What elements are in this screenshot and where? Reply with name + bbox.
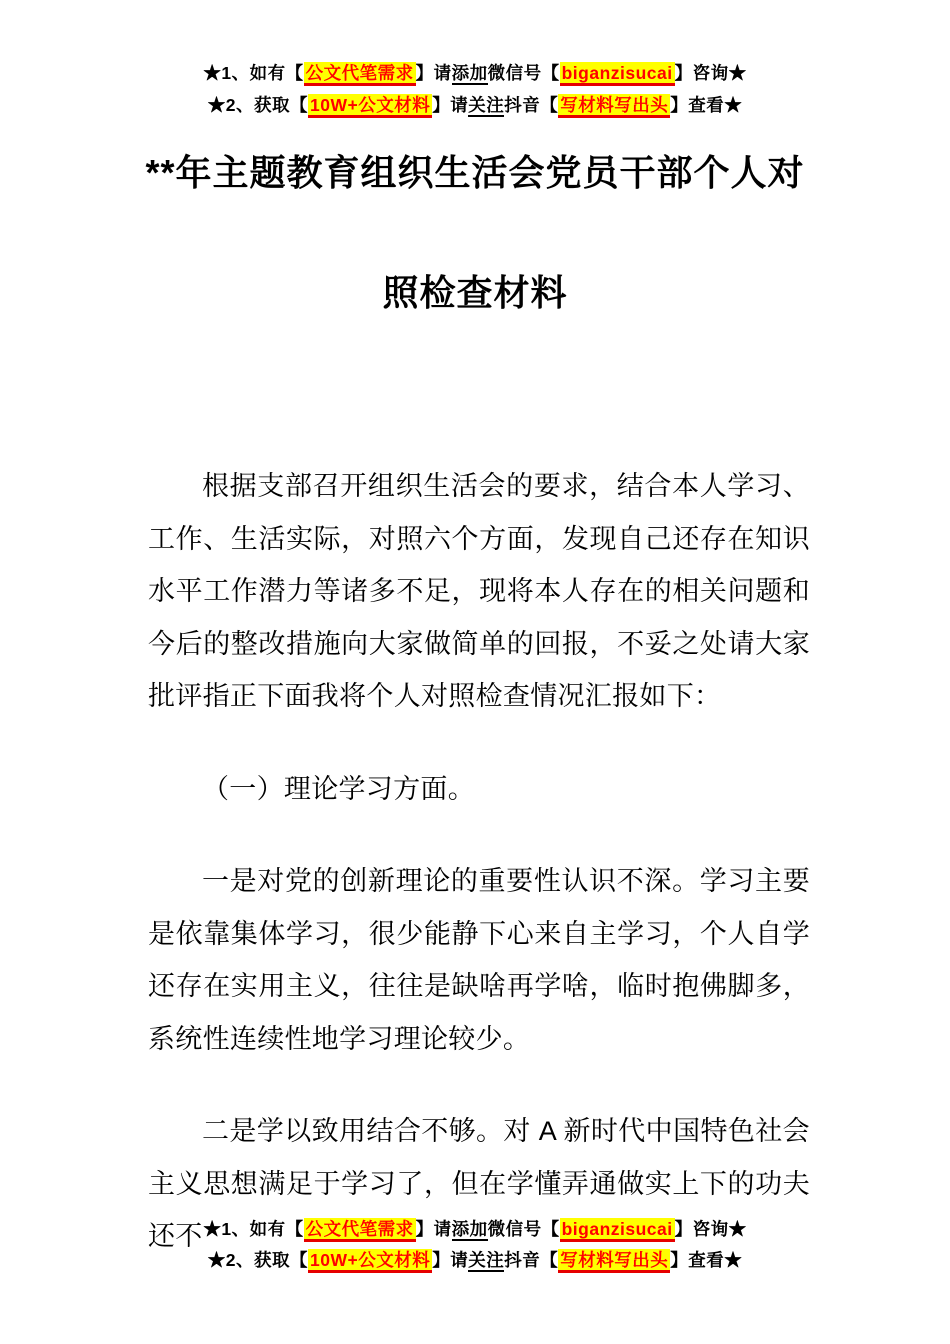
notice-text: 抖音【 [504, 95, 559, 115]
notice-text: 】请 [432, 95, 469, 115]
notice-text: ★1、如有【 [203, 1219, 304, 1239]
highlight-douyin-id: 写材料写出头 [558, 94, 670, 118]
paragraph-section-heading: （一）理论学习方面。 [202, 773, 475, 804]
notice-text: ★2、获取【 [207, 95, 309, 115]
footer-notice-line-2 [0, 1245, 950, 1276]
highlight-keyword: 公文代笔需求 [304, 62, 416, 86]
notice-text: 】请 [432, 1250, 469, 1270]
document-body [148, 460, 810, 1303]
notice-text: 】请 [415, 1219, 452, 1239]
notice-text: 】咨询★ [674, 63, 747, 83]
notice-text: 】请 [415, 63, 452, 83]
notice-text: 】查看★ [670, 95, 743, 115]
highlight-wechat-id: biganzisucai [560, 1218, 675, 1242]
underlined-word: 添加 [451, 1219, 488, 1239]
header-notice-line-2 [0, 89, 950, 121]
underlined-word: 添加 [451, 63, 488, 83]
title-line-2: 照检查材料 [382, 272, 568, 313]
paragraph-point-two: 二是学以致用结合不够。对 A 新时代中国特色社会主义思想满足于学习了，但在学懂弄通做实上下的功夫还不 [148, 1116, 810, 1251]
header-notice-line-1 [0, 57, 950, 89]
paragraph-point-one: 一是对党的创新理论的重要性认识不深。学习主要是依靠集体学习，很少能静下心来自主学习，个人自学还存在实用主义，往往是缺啥再学啥，临时抱佛脚多，系统性连续性地学习理论较少。 [148, 866, 810, 1054]
highlight-douyin-id: 写材料写出头 [558, 1249, 670, 1273]
notice-text: ★1、如有【 [203, 63, 304, 83]
title-line-1: **年主题教育组织生活会党员干部个人对 [145, 152, 805, 193]
footer-notice-line-1 [0, 1214, 950, 1245]
paragraph-intro: 根据支部召开组织生活会的要求，结合本人学习、工作、生活实际，对照六个方面，发现自己还存在知识水平工作潜力等诸多不足，现将本人存在的相关问题和今后的整改措施向大家做简单的回报，不妥之处请大家批评指正下面我将个人对照检查情况汇报如下： [148, 471, 810, 711]
highlight-keyword: 公文代笔需求 [304, 1218, 416, 1242]
highlight-keyword: 10W+公文材料 [308, 94, 432, 118]
notice-text: 抖音【 [504, 1250, 559, 1270]
notice-text: 微信号【 [487, 63, 560, 83]
highlight-wechat-id: biganzisucai [560, 62, 675, 86]
footer-notice [0, 1214, 950, 1276]
document-title [0, 133, 950, 333]
underlined-word: 关注 [468, 95, 505, 115]
highlight-keyword: 10W+公文材料 [308, 1249, 432, 1273]
header-notice [0, 57, 950, 121]
notice-text: 】咨询★ [674, 1219, 747, 1239]
notice-text: 微信号【 [487, 1219, 560, 1239]
underlined-word: 关注 [468, 1250, 505, 1270]
notice-text: ★2、获取【 [207, 1250, 309, 1270]
notice-text: 】查看★ [670, 1250, 743, 1270]
